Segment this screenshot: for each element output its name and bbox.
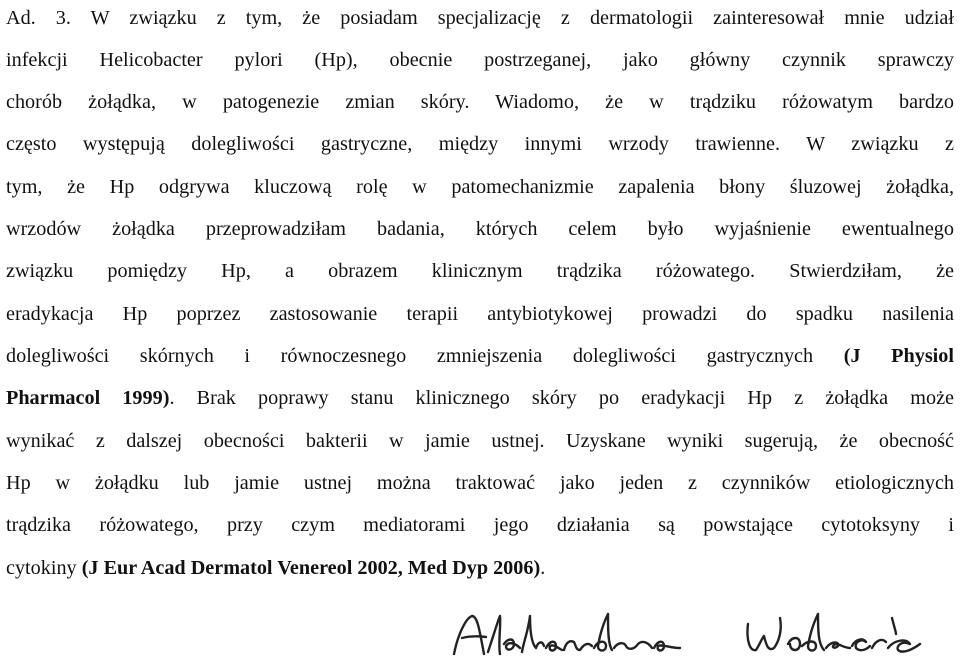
handwritten-signature	[448, 604, 924, 666]
paragraph-line-6: wrzodów żołądka przeprowadziłam badania, których celem było wyjaśnienie ewentualnego	[6, 218, 954, 240]
paragraph-line-1: Ad. 3. W związku z tym, że posiadam specjalizację z dermatologii zainteresował mnie udział	[6, 7, 954, 29]
line-14-text: cytokiny	[6, 557, 77, 579]
line-9-text: dolegliwości skórnych i równoczesnego zmniejszenia dolegliwości gastrycznych	[6, 345, 814, 367]
paragraph-line-9	[6, 341, 954, 371]
paragraph-line-7: związku pomiędzy Hp, a obrazem klinicznym trądzika różowatego. Stwierdziłam, że	[6, 260, 954, 282]
paragraph-line-12: Hp w żołądku lub jamie ustnej można traktować jako jeden z czynników etiologicznych	[6, 472, 954, 494]
paragraph-line-4: często występują dolegliwości gastryczne, między innymi wrzody trawienne. W związku z	[6, 133, 954, 155]
citation-second: (J Eur Acad Dermatol Venereol 2002, Med Dyp 2006)	[81, 557, 541, 579]
line-10-text: . Brak poprawy stanu klinicznego skóry po eradykacji Hp z żołądka może	[169, 387, 954, 409]
paragraph-line-5: tym, że Hp odgrywa kluczową rolę w patomechanizmie zapalenia błony śluzowej żołądka,	[6, 176, 954, 198]
paragraph-line-11: wynikać z dalszej obecności bakterii w jamie ustnej. Uzyskane wyniki sugerują, że obecność	[6, 430, 954, 452]
citation-journal-end: Pharmacol 1999)	[6, 387, 170, 409]
paragraph-line-14	[6, 553, 954, 583]
paragraph-line-3: chorób żołądka, w patogenezie zmian skóry. Wiadomo, że w trądziku różowatym bardzo	[6, 91, 954, 113]
paragraph-line-2: infekcji Helicobacter pylori (Hp), obecnie postrzeganej, jako główny czynnik sprawczy	[6, 49, 954, 71]
line-14-end: .	[540, 557, 546, 579]
citation-journal-start: (J Physiol	[843, 345, 954, 367]
paragraph-line-8: eradykacja Hp poprzez zastosowanie terapii antybiotykowej prowadzi do spadku nasilenia	[6, 303, 954, 325]
paragraph-line-13: trądzika różowatego, przy czym mediatorami jego działania są powstające cytotoksyny i	[6, 514, 954, 536]
paragraph-line-10	[6, 383, 954, 413]
